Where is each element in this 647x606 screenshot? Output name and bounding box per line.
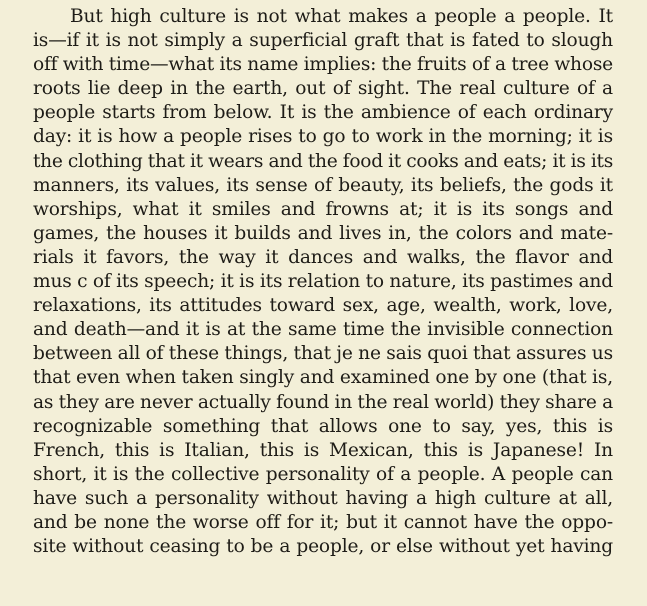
text-line: as they are never actually found in the real world) they share a [33, 391, 613, 413]
text-line: the clothing that it wears and the food it cooks and eats; it is its [33, 150, 613, 172]
text-line: day: it is how a people rises to go to work in the morning; it is [33, 126, 613, 148]
text-line: mus c of its speech; it is its relation to nature, its pastimes and [33, 271, 613, 293]
text-line: roots lie deep in the earth, out of sight. The real culture of a [33, 78, 613, 100]
text-line: games, the houses it builds and lives in, the colors and mate- [33, 222, 613, 244]
text-line: recognizable something that allows one to say, yes, this is [33, 415, 613, 437]
text-line: site without ceasing to be a people, or else without yet having [33, 536, 613, 558]
body-paragraph [33, 5, 613, 559]
text-line: people starts from below. It is the ambience of each ordinary [33, 102, 613, 124]
text-line: between all of these things, that je ne sais quoi that assures us [33, 343, 613, 365]
text-line: manners, its values, its sense of beauty, its beliefs, the gods it [33, 174, 613, 196]
text-line: have such a personality without having a high culture at all, [33, 487, 613, 509]
text-line: But high culture is not what makes a people a people. It [70, 6, 613, 27]
text-line: is—if it is not simply a superficial graft that is fated to slough [33, 30, 613, 52]
text-line: short, it is the collective personality of a people. A people can [33, 463, 613, 485]
text-line: and death—and it is at the same time the invisible connection [33, 319, 613, 341]
text-line: off with time—what its name implies: the fruits of a tree whose [33, 54, 613, 76]
text-line: relaxations, its attitudes toward sex, age, wealth, work, love, [33, 295, 613, 317]
text-line: worships, what it smiles and frowns at; it is its songs and [33, 198, 613, 220]
text-line: and be none the worse off for it; but it cannot have the oppo- [33, 511, 613, 533]
text-line: that even when taken singly and examined one by one (that is, [33, 367, 613, 389]
text-line: French, this is Italian, this is Mexican, this is Japanese! In [33, 439, 613, 461]
text-line: rials it favors, the way it dances and walks, the flavor and [33, 246, 613, 268]
